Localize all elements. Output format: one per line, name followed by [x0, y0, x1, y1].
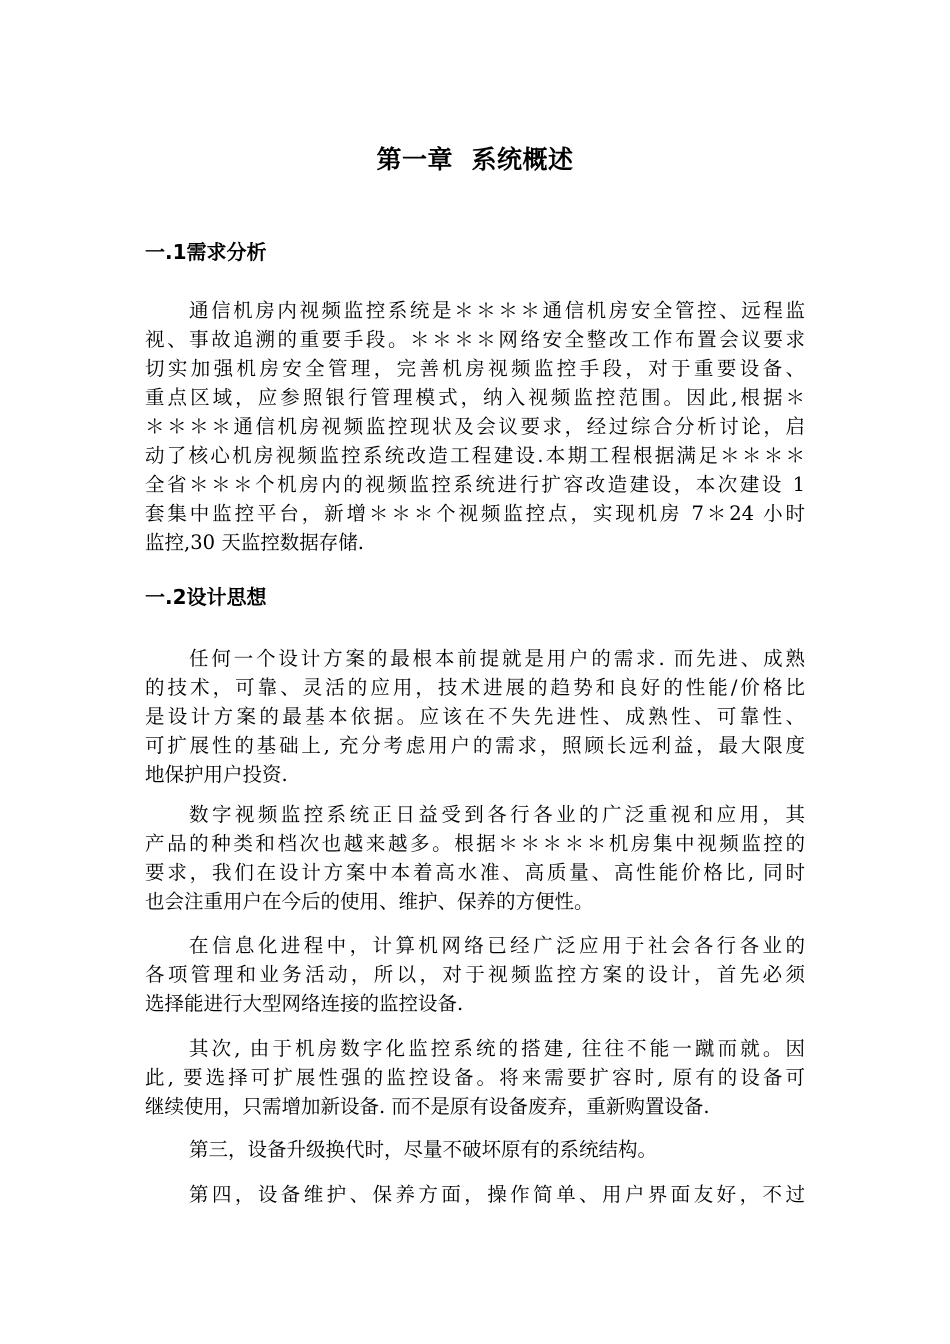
section-heading-design: 一.2设计思想	[145, 585, 267, 609]
text-line: 的技术，可靠、灵活的应用，技术进展的趋势和良好的性能/价格比	[145, 676, 805, 699]
paragraph	[145, 1135, 805, 1164]
section-heading-requirements: 一.1需求分析	[145, 240, 267, 264]
text-line: 数字视频监控系统正日益受到各行各业的广泛重视和应用，其	[189, 803, 805, 826]
text-line: 第四，设备维护、保养方面，操作简单、用户界面友好，不过	[189, 1183, 805, 1206]
paragraph	[145, 800, 805, 916]
text-line: ＊＊＊＊通信机房视频监控现状及会议要求，经过综合分析讨论，启	[145, 415, 805, 438]
text-line: 可扩展性的基础上, 充分考虑用户的需求，照顾长远利益，最大限度	[145, 734, 805, 757]
paragraph	[145, 931, 805, 1018]
text-line: 在信息化进程中，计算机网络已经广泛应用于社会各行各业的	[189, 934, 805, 957]
paragraph	[145, 1034, 805, 1121]
text-line: 此, 要选择可扩展性强的监控设备。将来需要扩容时, 原有的设备可	[145, 1066, 805, 1089]
paragraph	[145, 644, 805, 789]
text-line: 要求，我们在设计方案中本着高水准、高质量、高性能价格比, 同时	[145, 861, 805, 884]
text-line: 产品的种类和档次也越来越多。根据＊＊＊＊＊机房集中视频监控的	[145, 832, 805, 855]
chapter-title: 第一章 系统概述	[376, 145, 574, 174]
text-line: 动了核心机房视频监控系统改造工程建设.本期工程根据满足＊＊＊＊	[145, 444, 805, 467]
text-line: 选择能进行大型网络连接的监控设备.	[145, 992, 464, 1015]
text-line: 也会注重用户在今后的使用、维护、保养的方便性。	[145, 890, 594, 913]
text-line: 重点区域，应参照银行管理模式，纳入视频监控范围。因此,根据＊	[145, 386, 805, 409]
text-line: 地保护用户投资.	[145, 763, 288, 786]
text-line: 全省＊＊＊个机房内的视频监控系统进行扩容改造建设，本次建设 1	[145, 473, 805, 496]
text-line: 是设计方案的最基本依据。应该在不失先进性、成熟性、可靠性、	[145, 705, 805, 728]
text-line: 其次, 由于机房数字化监控系统的搭建, 往往不能一蹴而就。因	[189, 1037, 805, 1060]
text-line: 各项管理和业务活动，所以，对于视频监控方案的设计，首先必须	[145, 963, 805, 986]
paragraph	[145, 296, 805, 557]
text-line: 监控,30 天监控数据存储.	[145, 531, 364, 554]
text-line: 通信机房内视频监控系统是＊＊＊＊通信机房安全管控、远程监	[189, 299, 805, 322]
text-line: 切实加强机房安全管理，完善机房视频监控手段，对于重要设备、	[145, 357, 805, 380]
text-line: 第三，设备升级换代时，尽量不破坏原有的系统结构。	[189, 1138, 658, 1161]
text-line: 套集中监控平台，新增＊＊＊个视频监控点，实现机房 7＊24 小时	[145, 502, 805, 525]
text-line: 继续使用，只需增加新设备. 而不是原有设备废弃，重新购置设备.	[145, 1095, 710, 1118]
paragraph	[145, 1180, 805, 1209]
text-line: 视、事故追溯的重要手段。＊＊＊＊网络安全整改工作布置会议要求	[145, 328, 805, 351]
text-line: 任何一个设计方案的最根本前提就是用户的需求. 而先进、成熟	[189, 647, 805, 670]
